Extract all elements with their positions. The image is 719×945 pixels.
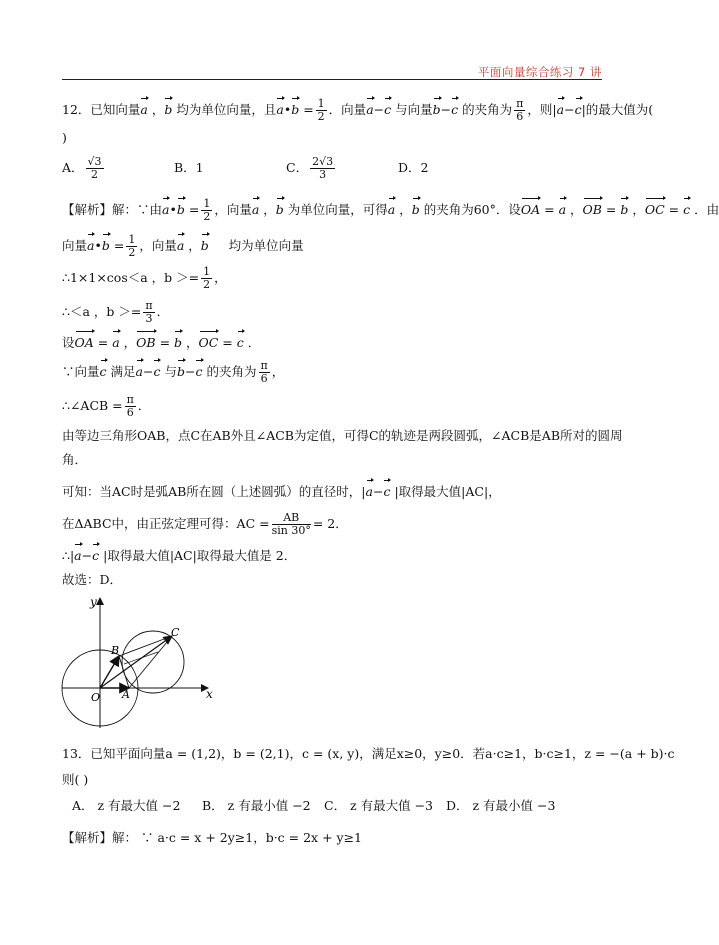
q12-text: ，则: [527, 102, 553, 118]
solution-answer: 故选：D．: [62, 572, 123, 587]
vector-a: a: [366, 100, 373, 119]
option-b: B．1: [174, 160, 204, 176]
q12-text: ．向量: [328, 102, 367, 118]
vector-a: a: [557, 100, 564, 119]
vector-ob-arrow: [100, 656, 119, 688]
solution-line-1: 【解析】解：∵由a•b = $\frac{1}{2}$ ，向量a ，b 为单位向量，可得a ，b 的夹角为60°．设OA = a ，OB = b ，OC = c ．由: [62, 197, 719, 224]
page-header-title: 平面向量综合练习 7 讲: [477, 65, 602, 79]
option-b: B． z 有最小值 −2: [202, 798, 311, 813]
solution-line-5: 设OA = a ，OB = b ，OC = c ．: [62, 333, 606, 352]
option-d: D． z 有最小值 −3: [446, 798, 556, 813]
y-axis-label: y: [90, 595, 97, 609]
solution-line-2: 向量a•b = $\frac{1}{2}$ ，向量a ，b 均为单位向量: [62, 233, 304, 260]
vector-c: c: [575, 100, 582, 119]
question-13-stem: 13．已知平面向量a = (1,2)，b = (2,1)，c = (x, y)，满足x≥0，y≥0．若a·c≥1，b·c≥1，z = −(a + b)·c: [62, 746, 675, 761]
option-a: A． z 有最大值 −2: [72, 798, 181, 813]
point-a-label: A: [122, 688, 130, 701]
vector-b: b: [164, 100, 172, 119]
question-number: 12．: [62, 102, 91, 118]
solution-line-6: ∵向量c 满足a−c 与b−c 的夹角为 $\frac{\pi}{6}$ ，: [62, 359, 285, 386]
vector-a: a: [276, 100, 283, 119]
vector-b: b: [291, 100, 299, 119]
point-b-label: B: [111, 644, 120, 657]
solution-line-10: 可知：当AC时是弧AB所在圆（上述圆弧）的直径时，|a−c |取得最大值|AC|，: [62, 482, 606, 501]
q12-text: 已知向量: [90, 102, 141, 118]
question-13-paren: 则( ): [62, 772, 89, 787]
vector-a: a: [140, 100, 147, 119]
option-a: A． $\frac{√3}{2}$: [62, 155, 102, 182]
q12-text: 的最大值为(: [585, 102, 654, 118]
q12-text: 的夹角为: [462, 102, 513, 118]
solution-line-7: ∴∠ACB = $\frac{\pi}{6}$ ．: [62, 393, 151, 420]
solution-line-4: ∴＜a ，b ＞= $\frac{\pi}{3}$ ．: [62, 299, 170, 326]
q12-paren-close: ): [62, 130, 67, 145]
q12-options: [62, 156, 606, 181]
point-o-label: O: [91, 691, 101, 704]
vector-c: c: [451, 100, 458, 119]
question-12-stem: 12．已知向量a ，b 均为单位向量，且a•b = $\frac{1}{2}$ ．向量a−c 与向量b−c 的夹角为 $\frac{\pi}{6}$ ，则|a−c|的最大值为(: [62, 97, 654, 124]
q13-solution: 【解析】解： ∵ a·c = x + 2y≥1，b·c = 2x + y≥1: [62, 830, 363, 845]
inner-segment: [124, 652, 158, 664]
vector-c: c: [384, 100, 391, 119]
vector-b: b: [433, 100, 441, 119]
q12-text: 与向量: [395, 102, 433, 118]
option-c: C． $\frac{2√3}{3}$: [286, 155, 334, 182]
header-divider: [62, 79, 602, 80]
geometry-figure: [58, 592, 228, 732]
point-c-label: C: [171, 626, 180, 639]
arc-circle: [122, 631, 184, 693]
q12-text: 均为单位向量，且: [176, 102, 277, 118]
solution-line-12: ∴|a−c |取得最大值|AC|取得最大值是 2．: [62, 546, 606, 565]
x-axis-label: x: [206, 687, 213, 701]
q13-options: [62, 796, 606, 815]
fraction-pi-6: $\frac{\pi}{6}$: [516, 97, 524, 124]
fraction-half: $\frac{1}{2}$: [317, 97, 325, 124]
segment-ab: [119, 656, 129, 688]
solution-line-3: ∴1×1×cos＜a ，b ＞= $\frac{1}{2}$ ，: [62, 265, 227, 292]
solution-line-11: 在ΔABC中，由正弦定理可得：AC = $\frac{AB}{\sin 30^\circ}$ = 2．: [62, 511, 348, 538]
option-d: D．2: [398, 160, 429, 176]
option-c: C． z 有最大值 −3: [324, 798, 433, 813]
solution-line-9: 角．: [62, 452, 88, 467]
solution-line-8: 由等边三角形OAB，点C在AB外且∠ACB为定值，可得C的轨迹是两段圆弧，∠ACB是AB所对的圆周: [62, 428, 623, 443]
